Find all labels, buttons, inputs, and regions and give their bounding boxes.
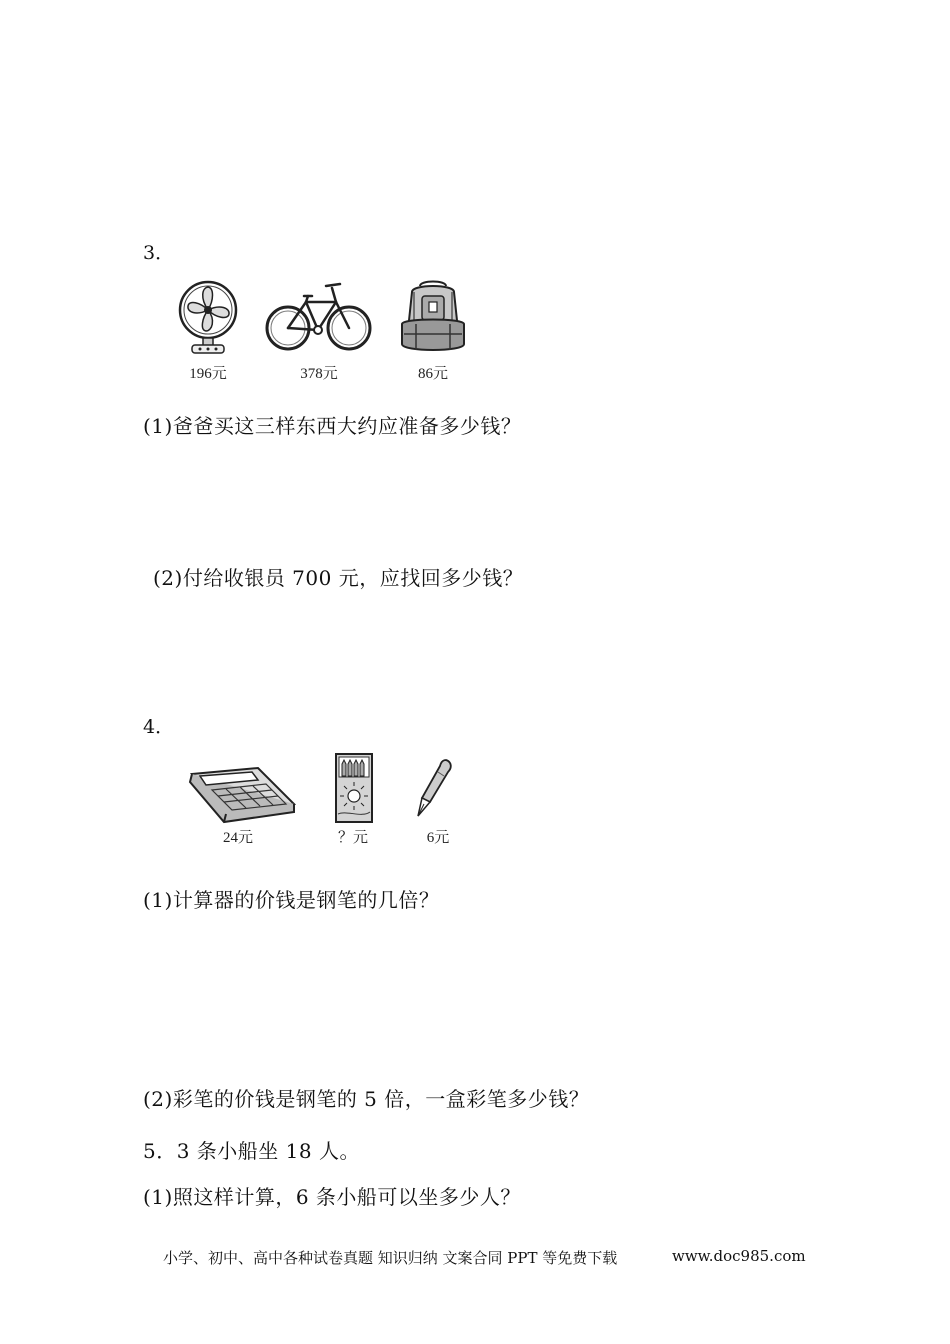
- fan-icon: [178, 278, 240, 358]
- fountain-pen-icon: [414, 758, 454, 822]
- question-3-sub-2: (2)付给收银员 700 元，应找回多少钱？: [153, 566, 524, 590]
- question-3-sub-1: (1)爸爸买这三样东西大约应准备多少钱？: [143, 414, 522, 438]
- question-5-statement: 5．3 条小船坐 18 人。: [143, 1139, 360, 1163]
- question-4-sub-1: (1)计算器的价钱是钢笔的几倍？: [143, 888, 440, 912]
- question-5-sub-1: (1)照这样计算，6 条小船可以坐多少人？: [143, 1185, 521, 1209]
- bicycle-icon: [266, 278, 372, 356]
- question-4-number: 4．: [143, 716, 175, 738]
- crayon-box-price: ？元: [337, 830, 368, 846]
- question-4-sub-2: (2)彩笔的价钱是钢笔的 5 倍，一盒彩笔多少钱？: [143, 1087, 590, 1111]
- fan-price: 196元: [189, 366, 227, 382]
- footer-website-link[interactable]: www.doc985.com: [672, 1247, 806, 1265]
- backpack-price: 86元: [417, 366, 448, 382]
- calculator-icon: [186, 764, 298, 824]
- backpack-icon: [398, 280, 468, 356]
- calculator-price: 24元: [222, 830, 253, 846]
- question-3-number: 3．: [143, 242, 175, 264]
- bicycle-price: 378元: [300, 366, 338, 382]
- crayon-box-icon: [334, 752, 374, 824]
- fountain-pen-price: 6元: [426, 830, 450, 846]
- footer-left-text: 小学、初中、高中各种试卷真题 知识归纳 文案合同 PPT 等免费下载: [163, 1249, 618, 1267]
